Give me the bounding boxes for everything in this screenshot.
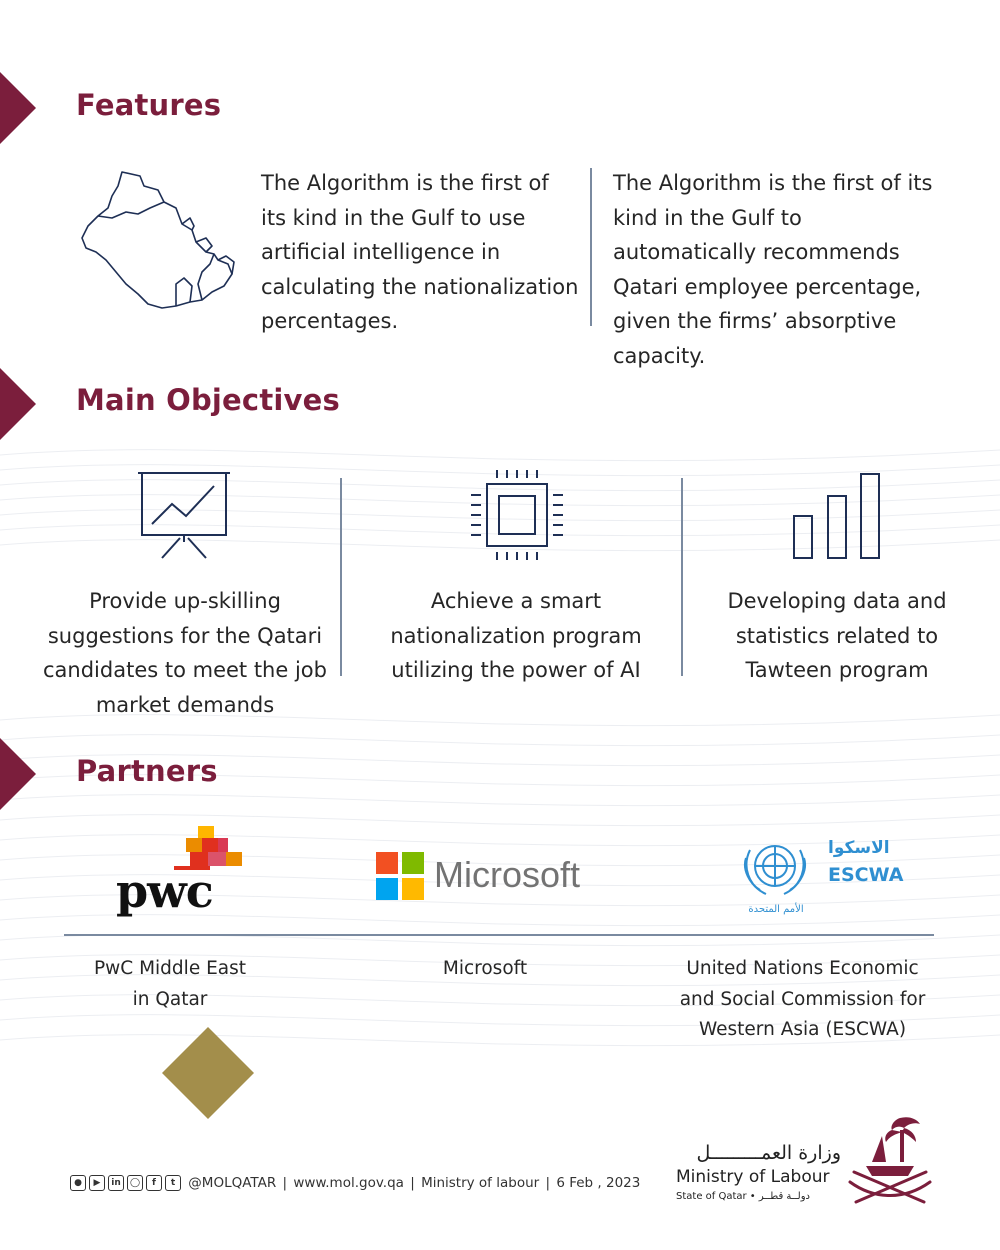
gold-diamond-decoration: [162, 1027, 254, 1119]
bar-chart-icon: [792, 472, 882, 560]
instagram-icon[interactable]: ◯: [127, 1175, 143, 1191]
feature-recommend-text: The Algorithm is the first of its kind in the Gulf to automatically recommends Qatari employee percentage, given the firms’ absorptive capacity.: [613, 171, 933, 368]
snapchat-icon[interactable]: ●: [70, 1175, 86, 1191]
un-escwa-logo: الاسكوا ESCWA الأمم المتحدة: [732, 832, 902, 924]
partners-heading: Partners: [76, 754, 218, 788]
twitter-icon[interactable]: t: [165, 1175, 181, 1191]
footer-bar: ● ▶ in ◯ f t @MOLQATAR | www.mol.gov.qa | Ministry of labour | 6 Feb , 2023: [70, 1175, 640, 1191]
presentation-chart-icon: [136, 470, 232, 562]
partners-divider: [64, 934, 934, 936]
microsoft-logo: Microsoft: [376, 852, 596, 904]
objective-upskilling-text: Provide up-skilling suggestions for the Qatari candidates to meet the job market demands: [43, 589, 327, 717]
features-heading: Features: [76, 88, 222, 122]
social-handle[interactable]: @MOLQATAR: [188, 1175, 277, 1191]
gulf-region-map-icon: [78, 168, 236, 313]
ministry-logo-text: وزارة العمـــــــــل Ministry of Labour State of Qatar • دولــة قطــر: [676, 1142, 841, 1202]
partner-microsoft-name: Microsoft: [442, 958, 528, 979]
partner-escwa-name: United Nations Economic and Social Commission for Western Asia (ESCWA): [679, 958, 926, 1040]
column-divider: [340, 478, 342, 676]
facebook-icon[interactable]: f: [146, 1175, 162, 1191]
objective-smart-nationalization-text: Achieve a smart nationalization program utilizing the power of AI: [390, 589, 642, 682]
processor-chip-icon: [468, 468, 566, 562]
column-divider: [681, 478, 683, 676]
website-link[interactable]: www.mol.gov.qa: [293, 1175, 404, 1191]
feature-ai-text: The Algorithm is the first of its kind in the Gulf to use artificial intelligence in calculating the nationalization percentages.: [261, 171, 579, 333]
section-marker: [0, 738, 36, 810]
footer-date: 6 Feb , 2023: [556, 1175, 641, 1191]
partner-pwc-name: PwC Middle East in Qatar: [94, 958, 246, 1010]
ministry-emblem-icon: [842, 1112, 938, 1212]
pwc-logo: pwc: [110, 820, 250, 930]
footer-ministry: Ministry of labour: [421, 1175, 540, 1191]
main-objectives-heading: Main Objectives: [76, 383, 340, 417]
objective-data-statistics-text: Developing data and statistics related to Tawteen program: [727, 589, 947, 682]
youtube-icon[interactable]: ▶: [89, 1175, 105, 1191]
section-marker: [0, 368, 36, 440]
section-marker: [0, 72, 36, 144]
linkedin-icon[interactable]: in: [108, 1175, 124, 1191]
column-divider: [590, 168, 592, 326]
